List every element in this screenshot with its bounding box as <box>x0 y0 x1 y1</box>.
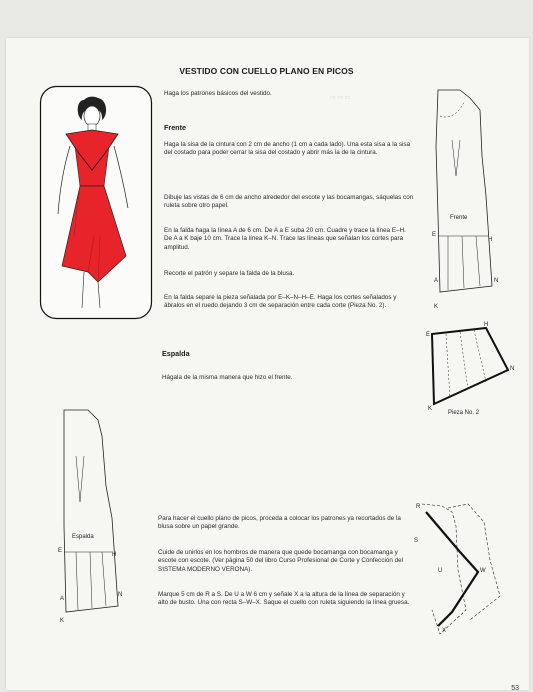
pieza-2-label: Pieza No. 2 <box>448 410 480 416</box>
frente-paragraph-1: Haga la sisa de la cintura con 2 cm de ancho (1 cm a cada lado). Una esta sisa a la sisa del costado para poder cerrar la sisa del costado y abrir más la de la cintura. <box>164 141 411 157</box>
frente-pattern-diagram <box>430 86 500 316</box>
intro-text: Haga los patrones básicos del vestido. <box>164 90 272 97</box>
label-a: A <box>434 278 439 284</box>
frente-paragraph-4: Recorte el patrón y separe la falda de la blusa. <box>164 270 295 277</box>
label-n: N <box>494 278 499 284</box>
espalda-paragraph-1: Hágala de la misma manera que hizo el frente. <box>162 374 293 381</box>
page-number: 53 <box>511 685 519 692</box>
pieza-label-k: K <box>428 406 433 412</box>
label-k: K <box>434 304 439 310</box>
pieza-label-h: H <box>484 322 489 328</box>
esp-label-a: A <box>60 596 65 602</box>
label-u: U <box>438 568 443 574</box>
label-e: E <box>432 232 437 238</box>
label-w: W <box>480 568 486 574</box>
frente-paragraph-2: Dibuje las vistas de 6 cm de ancho alrededor del escote y las bocamangas, sáquelas con ruleta sobre otro papel. <box>164 194 414 210</box>
frente-heading: Frente <box>164 123 186 132</box>
label-h: H <box>488 237 493 243</box>
pieza-2-diagram <box>424 322 524 418</box>
label-r: R <box>416 504 421 510</box>
espalda-label: Espalda <box>72 534 94 540</box>
frente-paragraph-3: En la falda haga la línea A de 6 cm. De A a E suba 20 cm. Cuadre y trace la línea E–H. De A a K baje 10 cm. Trace la línea K–N. Trace las líneas que señalan los cortes para amplitud. <box>164 227 406 251</box>
frente-label: Frente <box>450 215 468 221</box>
espalda-heading: Espalda <box>162 349 190 358</box>
pieza-label-e: E <box>426 332 431 338</box>
esp-label-h: H <box>112 552 117 558</box>
page-title: VESTIDO CON CUELLO PLANO EN PICOS <box>179 66 354 76</box>
esp-label-e: E <box>58 548 63 554</box>
bleed-text: ▭ ▭ ▭ <box>330 95 351 101</box>
esp-label-n: N <box>118 592 123 598</box>
label-s: S <box>414 538 419 544</box>
dress-illustration <box>40 86 152 319</box>
cuello-paragraph-1: Para hacer el cuello plano de picos, proceda a colocar los patrones ya recortados de la blusa sobre un papel grande. <box>158 515 401 531</box>
cuello-paragraph-2: Cuide de unirlos en los hombros de manera que quede bocamanga con bocamanga y escote con escote. (Ver página 50 del libro Curso Profesional de Corte y Confección del SISTEMA MODERNO VERONA). <box>158 549 404 573</box>
pieza-label-n: N <box>510 366 515 372</box>
frente-paragraph-5: En la falda separe la pieza señalada por E–K–N–H–E. Haga los cortes señalados y ábralos en el ruedo dejando 3 cm de separación entre cada corte (Pieza No. 2). <box>164 294 397 310</box>
collar-diagram <box>412 500 512 640</box>
label-x: X <box>442 628 447 634</box>
esp-label-k: K <box>60 618 65 624</box>
cuello-paragraph-3: Marque 5 cm de R a S. De U a W 6 cm y señale X a la altura de la línea de separación y alto de busto. Una con recta S–W–X. Saque el cuello con ruleta siguiendo la línea gruesa. <box>158 591 410 607</box>
espalda-pattern-diagram <box>58 406 130 626</box>
